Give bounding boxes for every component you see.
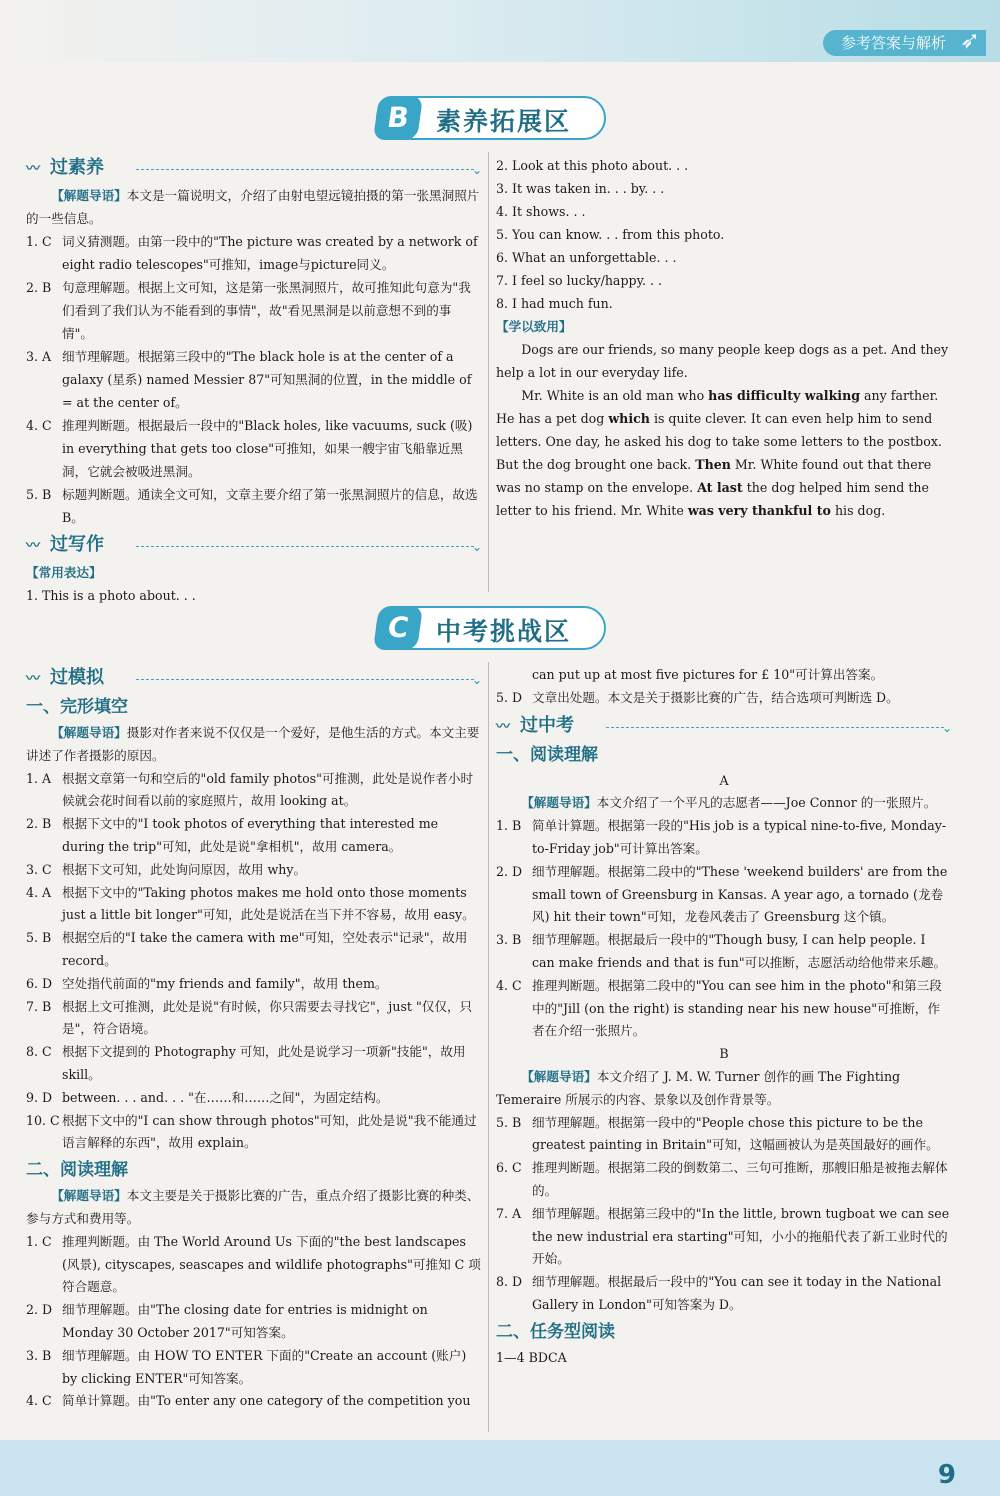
answer-item: 6. D 空处指代前面的"my friends and family"，故用 them。 xyxy=(26,975,388,991)
answer-item: 3. B 细节理解题。由 HOW TO ENTER 下面的"Create an account (账户) by clicking ENTER"可知答案。 xyxy=(26,1347,467,1386)
answer-item: 1. C 词义猜测题。由第一段中的"The picture was created by a network of eight radio telescopes"可推知，image与picture同义。 xyxy=(26,234,478,272)
column-divider xyxy=(488,152,489,592)
answer-item: 7. B 根据上文可推测，此处是说"有时候，你只需要去寻找它"，just "仅仅，只是"，符合语境。 xyxy=(26,998,473,1037)
answer-item: 8. D 细节理解题。根据最后一段中的"You can see it today in the National Gallery in London"可知答案为 D。 xyxy=(496,1274,942,1312)
intro-paragraph: 【解题导语】摄影对作者来说不仅仅是一个爱好，是他生活的方式。本文主要讲述了作者摄影的原因。 xyxy=(26,725,480,763)
phrase-line: 6. What an unforgettable. . . xyxy=(496,250,677,265)
answer-item: 1. C 推理判断题。由 The World Around Us 下面的"the best landscapes (风景), cityscapes, seascapes and wildlife photographs"可推知 C 项符合题意。 xyxy=(26,1233,481,1295)
intro-paragraph: 【解题导语】本文介绍了一个平凡的志愿者——Joe Connor 的一张照片。 xyxy=(521,795,937,811)
answer-item: 7. A 细节理解题。根据第三段中的"In the little, brown tugboat we can see the new industrial era starting"可知，小小的拖船代表了新工业时代的开始。 xyxy=(496,1205,950,1267)
header-tag-label: 参考答案与解析 xyxy=(840,34,946,52)
phrase-line: 3. It was taken in. . . by. . . xyxy=(496,181,665,196)
answer-key-tag xyxy=(823,26,986,56)
phrase-line: 2. Look at this photo about. . . xyxy=(496,158,689,173)
wave-icon: 〰 xyxy=(496,718,510,735)
answer-line: 1—4 BDCA xyxy=(496,1349,567,1365)
passage-label-a: A xyxy=(719,772,729,788)
reading-heading: 二、阅读理解 xyxy=(26,1160,128,1181)
essay-paragraph: Dogs are our friends, so many people keep dogs as a pet. And they help a lot in our everyday life. xyxy=(496,342,949,380)
answer-item: 4. C 推理判断题。根据第二段中的"You can see him in the photo"和第三段中的"Jill (on the right) is standing near his new house"可推断，作者在介绍一张照片。 xyxy=(496,977,942,1039)
apply-tag: 【学以致用】 xyxy=(496,319,572,334)
answer-item: 3. A 细节理解题。根据第三段中的"The black hole is at the center of a galaxy (星系) named Messier 87"可知黑洞的位置，in the middle of = at the center of。 xyxy=(26,349,472,410)
wave-icon: 〰 xyxy=(26,538,40,554)
section-b-title: 素养拓展区 xyxy=(436,107,572,136)
continued-line: can put up at most five pictures for £ 10"可计算出答案。 xyxy=(532,667,884,682)
intro-paragraph: 【解题导语】本文介绍了 J. M. W. Turner 创作的画 The Fighting Temeraire 所展示的内容、景象以及创作背景等。 xyxy=(496,1068,901,1107)
answer-item: 5. B 标题判断题。通读全文可知，文章主要介绍了第一张黑洞照片的信息，故选 B。 xyxy=(26,487,478,525)
rocket-icon: ➶ xyxy=(959,26,980,54)
answer-item: 2. B 根据下文中的"I took photos of everything that interested me during the trip"可知，此处是说"拿相机"，故用 camera。 xyxy=(26,816,439,854)
passage-label-b: B xyxy=(719,1046,729,1062)
chevron-down-icon: ⌄ xyxy=(941,720,952,735)
section-c-title: 中考挑战区 xyxy=(436,617,572,646)
cloze-heading: 一、完形填空 xyxy=(26,697,128,717)
answer-item: 5. B 根据空后的"I take the camera with me"可知，空处表示"记录"，故用 record。 xyxy=(26,930,468,968)
essay-paragraph: Mr. White is an old man who has difficulty walking any farther. He has a pet dog which is quite clever. It can even help him to send letters. One day, he asked his dog to take some letters to the postbox. But the dog brought one back. Then Mr. White found out that there was no stamp on the envelope. At last the dog helped him send the letter to his friend. Mr. White was very thankful to his dog. xyxy=(496,388,942,518)
answer-item: 2. D 细节理解题。根据第二段中的"These 'weekend builders' are from the small town of Greensburg in Kansas. A year ago, a tornado (龙卷风) hit their town"可知，龙卷风袭击了 Greensburg 这个镇。 xyxy=(496,863,948,925)
section-c-header xyxy=(376,606,606,650)
task-reading-heading: 二、任务型阅读 xyxy=(496,1321,615,1342)
phrase-line: 5. You can know. . . from this photo. xyxy=(496,227,725,242)
answer-item: 8. C 根据下文提到的 Photography 可知，此处是说学习一项新"技能"，故用 skill。 xyxy=(26,1044,466,1082)
phrases-tag: 【常用表达】 xyxy=(26,565,102,580)
subhead-exam: 〰 过中考 ⌄ xyxy=(496,712,952,740)
subhead-writing: 〰 过写作 ⌄ xyxy=(26,531,482,559)
answer-item: 5. B 细节理解题。根据第一段中的"People chose this picture to be the greatest painting in Britain"可知，这幅画被认为是英国最好的画作。 xyxy=(496,1114,939,1153)
section-c-left-column xyxy=(26,662,482,1413)
phrase-line: 1. This is a photo about. . . xyxy=(26,588,196,603)
wave-icon: 〰 xyxy=(26,671,40,687)
answer-item: 9. D between. . . and. . . "在……和……之间"，为固定结构。 xyxy=(26,1089,389,1105)
reading-heading: 一、阅读理解 xyxy=(496,744,598,765)
phrase-line: 8. I had much fun. xyxy=(496,296,613,311)
phrase-line: 4. It shows. . . xyxy=(496,204,586,219)
section-b-right-column xyxy=(496,154,952,522)
page-number: 9 xyxy=(937,1460,956,1490)
phrase-line: 7. I feel so lucky/happy. . . xyxy=(496,273,663,288)
chevron-down-icon: ⌄ xyxy=(471,163,482,177)
answer-item: 5. D 文章出处题。本文是关于摄影比赛的广告，结合选项可判断选 D。 xyxy=(496,689,899,705)
section-b-left-column xyxy=(26,152,482,607)
footer-band xyxy=(0,1440,1000,1496)
header-band xyxy=(0,0,1000,62)
answer-item: 2. B 句意理解题。根据上文可知，这是第一张黑洞照片，故可推知此句意为"我们看到了我们认为不能看到的事情"，故"看见黑洞是以前意想不到的事情"。 xyxy=(26,280,471,341)
answer-item: 4. C 推理判断题。根据最后一段中的"Black holes, like vacuums, suck (吸) in everything that gets too close"可推知，如果一艘宇宙飞船靠近黑洞，它就会被吸进黑洞。 xyxy=(26,418,473,479)
chevron-down-icon: ⌄ xyxy=(471,673,482,687)
subhead-mock: 〰 过模拟 ⌄ xyxy=(26,664,482,692)
subhead-literacy: 〰 过素养 ⌄ xyxy=(26,154,482,182)
answer-item: 6. C 推理判断题。根据第二段的倒数第二、三句可推断，那艘旧船是被拖去解体的。 xyxy=(496,1160,948,1198)
intro-paragraph: 【解题导语】本文是一篇说明文，介绍了由射电望远镜拍摄的第一张黑洞照片的一些信息。 xyxy=(26,188,480,226)
answer-item: 10. C 根据下文中的"I can show through photos"可知，此处是说"我不能通过语言解释的东西"，故用 explain。 xyxy=(26,1112,477,1151)
chevron-down-icon: ⌄ xyxy=(471,540,482,554)
answer-item: 1. B 简单计算题。根据第一段的"His job is a typical nine-to-five, Monday-to-Friday job"可计算出答案。 xyxy=(496,818,947,856)
answer-item: 3. B 细节理解题。根据最后一段中的"Though busy, I can help people. I can make friends and that is fun"可以推断，志愿活动给他带来乐趣。 xyxy=(496,932,947,970)
wave-icon: 〰 xyxy=(26,161,40,177)
answer-item: 4. C 简单计算题。由"To enter any one category of the competition you xyxy=(26,1393,471,1409)
section-b-header xyxy=(376,96,606,140)
section-c-badge: C xyxy=(373,606,423,650)
column-divider xyxy=(488,662,489,1432)
answer-item: 2. D 细节理解题。由"The closing date for entries is midnight on Monday 30 October 2017"可知答案。 xyxy=(26,1302,428,1340)
answer-item: 3. C 根据下文可知，此处询问原因，故用 why。 xyxy=(26,861,307,877)
answer-item: 1. A 根据文章第一句和空后的"old family photos"可推测，此处是说作者小时候就会花时间看以前的家庭照片，故用 looking at。 xyxy=(26,770,474,809)
section-b-badge: B xyxy=(373,96,423,140)
section-c-right-column xyxy=(496,664,952,1370)
answer-item: 4. A 根据下文中的"Taking photos makes me hold onto those moments just a little bit longer"可知，此处是说活在当下并不容易，故用 easy。 xyxy=(26,884,475,923)
intro-paragraph: 【解题导语】本文主要是关于摄影比赛的广告，重点介绍了摄影比赛的种类、参与方式和费用等。 xyxy=(26,1188,480,1226)
